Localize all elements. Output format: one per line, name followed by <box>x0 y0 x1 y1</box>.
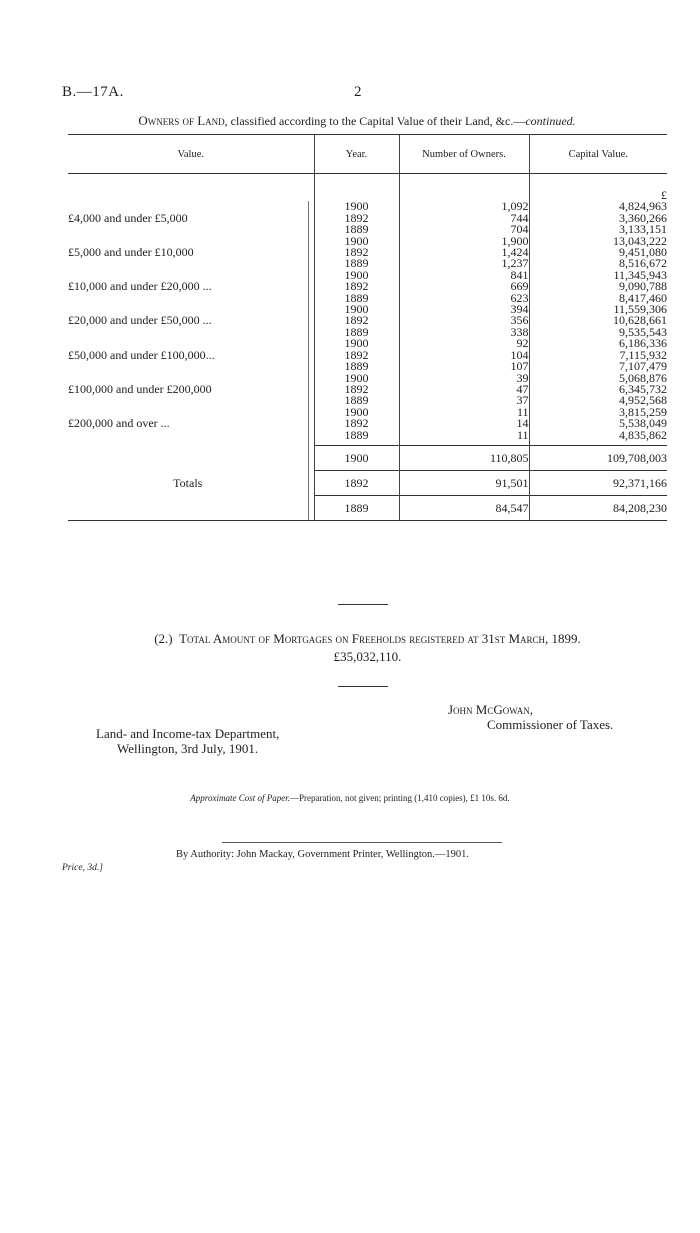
col-header-owners: Number of Owners. <box>399 135 529 174</box>
owners-cell: 623 <box>399 293 529 304</box>
totals-year-cell: 1889 <box>314 495 399 520</box>
cost-of-paper <box>60 793 640 803</box>
year-cell: 1892 <box>314 350 399 361</box>
year-cell: 1900 <box>314 270 399 281</box>
mortgages-number: (2.) <box>154 631 173 646</box>
totals-label-cell <box>68 445 308 470</box>
mortgages-line <box>68 630 667 648</box>
year-cell: 1889 <box>314 327 399 338</box>
value-range-cell <box>68 258 308 269</box>
capital-cell: 4,952,568 <box>529 395 667 406</box>
owners-cell: 47 <box>399 384 529 395</box>
year-cell: 1900 <box>314 201 399 212</box>
year-cell: 1900 <box>314 304 399 315</box>
owners-cell: 104 <box>399 350 529 361</box>
owners-cell: 1,237 <box>399 258 529 269</box>
owners-cell: 1,092 <box>399 201 529 212</box>
owners-cell: 14 <box>399 418 529 429</box>
capital-cell: 7,115,932 <box>529 350 667 361</box>
value-range-cell <box>68 293 308 304</box>
currency-symbol: £ <box>529 190 667 201</box>
value-range-label: £5,000 and under £10,000 <box>68 245 194 260</box>
table-row <box>68 430 667 441</box>
page-number: 2 <box>354 84 362 100</box>
value-range-label: £10,000 and under £20,000 ... <box>68 279 212 294</box>
capital-cell: 6,345,732 <box>529 384 667 395</box>
owners-cell: 356 <box>399 315 529 326</box>
capital-cell: 5,538,049 <box>529 418 667 429</box>
capital-cell: 3,133,151 <box>529 224 667 235</box>
year-cell: 1892 <box>314 213 399 224</box>
col-header-year: Year. <box>314 135 399 174</box>
signatory-name: John McGowan, <box>448 702 534 717</box>
value-range-label: £200,000 and over ... <box>68 416 170 431</box>
value-range-cell <box>68 347 308 362</box>
mortgages-amount: £35,032,110. <box>333 649 402 664</box>
capital-cell: 8,516,672 <box>529 258 667 269</box>
table-heading <box>72 113 642 129</box>
table-body <box>68 174 667 521</box>
owners-table <box>68 134 667 521</box>
owners-cell: 1,900 <box>399 236 529 247</box>
value-range-cell <box>68 361 308 372</box>
footer-rule <box>222 842 502 843</box>
capital-cell: 3,360,266 <box>529 213 667 224</box>
mortgages-statement <box>68 630 667 666</box>
value-range-cell <box>68 247 308 258</box>
heading-middle: , classified according to the Capital Value of their Land, &c.— <box>224 114 526 128</box>
totals-year-cell: 1892 <box>314 470 399 495</box>
value-range-cell <box>68 224 308 235</box>
totals-label: Totals <box>173 475 203 490</box>
totals-capital-cell: 109,708,003 <box>529 445 667 470</box>
signatory-title: Commissioner of Taxes. <box>487 717 614 732</box>
year-cell: 1892 <box>314 247 399 258</box>
capital-cell: 13,043,222 <box>529 236 667 247</box>
separator-rule <box>338 604 388 605</box>
year-cell: 1900 <box>314 373 399 384</box>
capital-cell: 5,068,876 <box>529 373 667 384</box>
value-range-cell <box>68 327 308 338</box>
owners-cell: 841 <box>399 270 529 281</box>
capital-cell: 9,090,788 <box>529 281 667 292</box>
capital-cell: 11,559,306 <box>529 304 667 315</box>
printer-authority: By Authority: John Mackay, Government Printer, Wellington.—1901. <box>176 849 469 860</box>
owners-cell: 394 <box>399 304 529 315</box>
owners-cell: 11 <box>399 407 529 418</box>
separator-rule-2 <box>338 686 388 687</box>
owners-cell: 744 <box>399 213 529 224</box>
value-range-cell <box>68 395 308 406</box>
heading-continued: continued. <box>525 114 576 128</box>
owners-cell: 107 <box>399 361 529 372</box>
table-header-row <box>68 135 667 174</box>
year-cell: 1892 <box>314 315 399 326</box>
year-cell: 1889 <box>314 361 399 372</box>
capital-cell: 4,824,963 <box>529 201 667 212</box>
year-cell: 1900 <box>314 407 399 418</box>
totals-row <box>68 470 667 495</box>
year-cell: 1889 <box>314 430 399 441</box>
owners-cell: 704 <box>399 224 529 235</box>
cost-text: —Preparation, not given; printing (1,410 copies), £1 10s. 6d. <box>289 793 510 803</box>
totals-label-cell <box>68 470 308 495</box>
capital-cell: 3,815,259 <box>529 407 667 418</box>
capital-cell: 10,628,661 <box>529 315 667 326</box>
owners-cell: 37 <box>399 395 529 406</box>
capital-cell: 4,835,862 <box>529 430 667 441</box>
price: Price, 3d.] <box>62 863 103 873</box>
year-cell: 1889 <box>314 224 399 235</box>
owners-cell: 39 <box>399 373 529 384</box>
value-range-label: £4,000 and under £5,000 <box>68 210 188 225</box>
value-range-cell <box>68 315 308 326</box>
year-cell: 1892 <box>314 281 399 292</box>
totals-row <box>68 445 667 470</box>
capital-cell: 9,535,543 <box>529 327 667 338</box>
owners-cell: 338 <box>399 327 529 338</box>
totals-year-cell: 1900 <box>314 445 399 470</box>
value-range-cell <box>68 381 308 396</box>
totals-owners-cell: 84,547 <box>399 495 529 520</box>
value-range-label: £100,000 and under £200,000 <box>68 381 212 396</box>
owners-cell: 1,424 <box>399 247 529 258</box>
spacer-row <box>68 174 667 191</box>
totals-owners-cell: 91,501 <box>399 470 529 495</box>
year-cell: 1892 <box>314 384 399 395</box>
year-cell: 1889 <box>314 258 399 269</box>
owners-cell: 11 <box>399 430 529 441</box>
capital-cell: 7,107,479 <box>529 361 667 372</box>
department-place-date: Wellington, 3rd July, 1901. <box>117 741 259 756</box>
owners-cell: 92 <box>399 338 529 349</box>
capital-cell: 6,186,336 <box>529 338 667 349</box>
cost-label: Approximate Cost of Paper. <box>190 793 290 803</box>
col-header-capital: Capital Value. <box>529 135 667 174</box>
department-name: Land- and Income-tax Department, <box>96 726 280 741</box>
owners-cell: 669 <box>399 281 529 292</box>
totals-label-cell <box>68 495 308 520</box>
capital-cell: 9,451,080 <box>529 247 667 258</box>
year-cell: 1900 <box>314 236 399 247</box>
year-cell: 1889 <box>314 395 399 406</box>
value-range-cell <box>68 430 308 441</box>
year-cell: 1889 <box>314 293 399 304</box>
capital-cell: 8,417,460 <box>529 293 667 304</box>
heading-owners-of-land: Owners of Land <box>138 113 225 128</box>
year-cell: 1892 <box>314 418 399 429</box>
value-range-cell <box>68 210 308 225</box>
col-header-value: Value. <box>68 135 314 174</box>
value-range-label: £20,000 and under £50,000 ... <box>68 313 212 328</box>
totals-capital-cell: 92,371,166 <box>529 470 667 495</box>
value-range-cell <box>68 418 308 429</box>
year-cell: 1900 <box>314 338 399 349</box>
capital-cell: 11,345,943 <box>529 270 667 281</box>
mortgages-text: Total Amount of Mortgages on Freeholds registered at 31st March, 1899. <box>179 631 581 646</box>
totals-capital-cell: 84,208,230 <box>529 495 667 520</box>
value-range-cell <box>68 281 308 292</box>
totals-row <box>68 495 667 520</box>
totals-owners-cell: 110,805 <box>399 445 529 470</box>
value-range-label: £50,000 and under £100,000... <box>68 347 215 362</box>
document-reference: B.—17A. <box>62 84 124 100</box>
